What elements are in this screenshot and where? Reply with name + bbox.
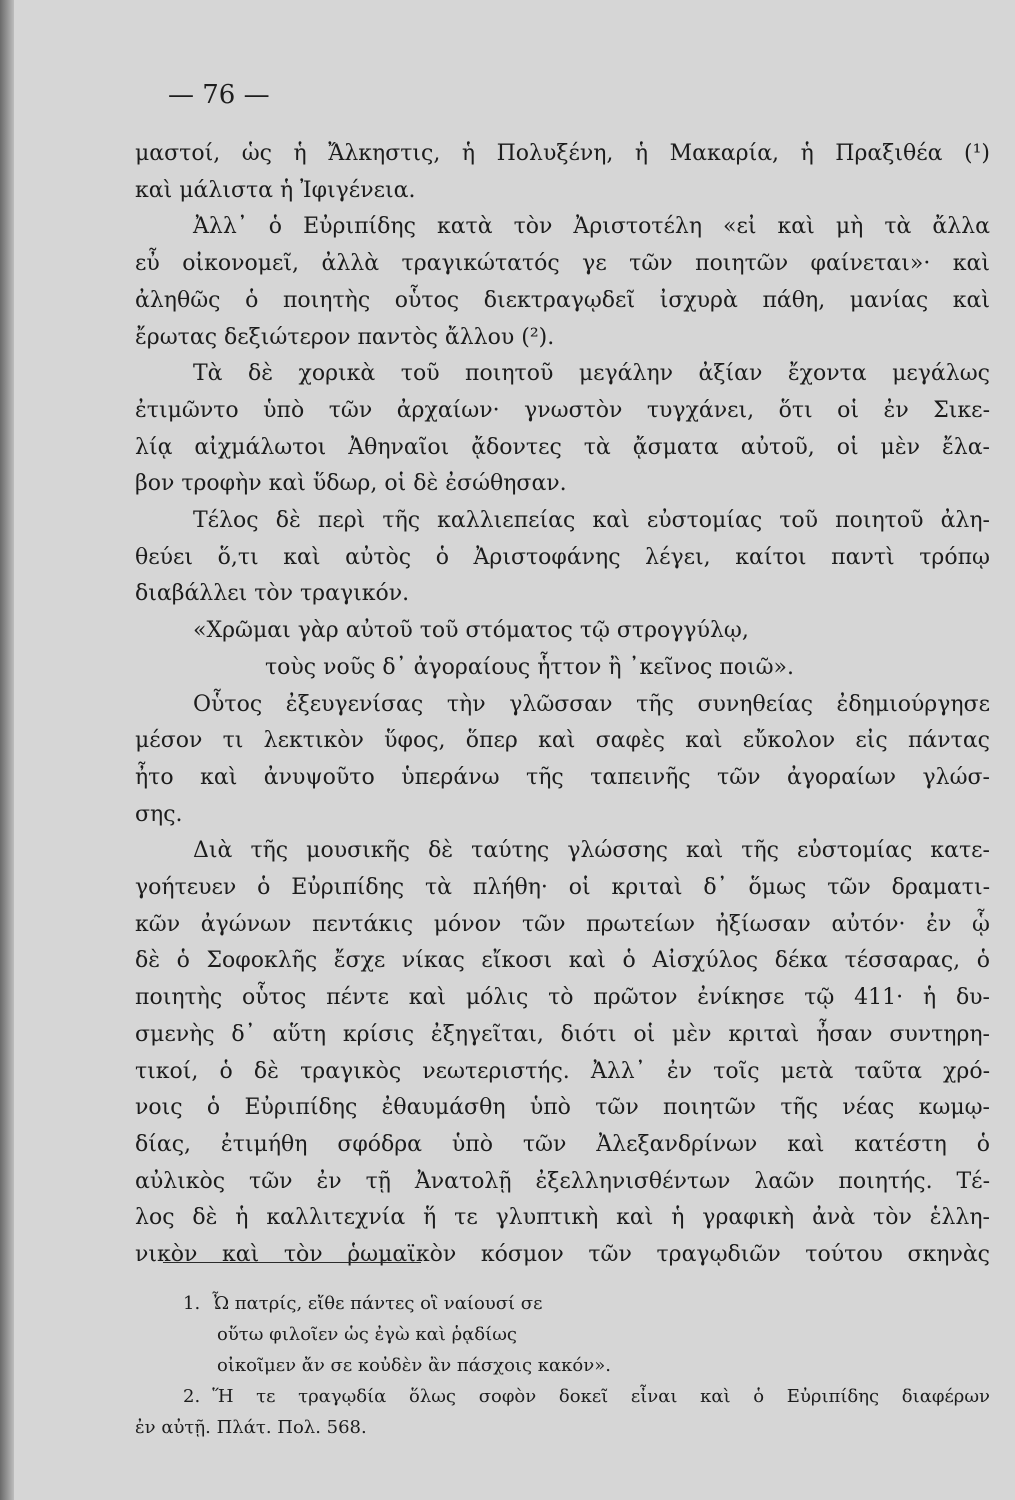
text-line: νοις ὁ Εὐριπίδης ἐθαυμάσθη ὑπὸ τῶν ποιητῶν τῆς νέας κωμῳ- <box>135 1095 990 1121</box>
footnote-1-line: οἰκοῖμεν ἄν σε κοὐδὲν ἂν πάσχοις κακόν». <box>217 1355 611 1376</box>
text-line: νικὸν καὶ τὸν ῥωμαϊκὸν κόσμον τῶν τραγῳδιῶν τούτου σκηνὰς <box>135 1242 990 1268</box>
text-line: ἦτο καὶ ἀνυψοῦτο ὑπεράνω τῆς ταπεινῆς τῶν ἀγοραίων γλώσ- <box>135 764 990 790</box>
footnote-2 <box>135 1381 990 1412</box>
text-line: ποιητὴς οὗτος πέντε καὶ μόλις τὸ πρῶτον ἐνίκησε τῷ 411· ἡ δυ- <box>135 985 990 1011</box>
text-line: αὐλικὸς τῶν ἐν τῇ Ἀνατολῇ ἐξελληνισθέντων λαῶν ποιητής. Τέ- <box>135 1168 990 1194</box>
text-line: Τέλος δὲ περὶ τῆς καλλιεπείας καὶ εὐστομίας τοῦ ποιητοῦ ἀλη- <box>193 508 990 534</box>
footnote-2-line: Ἥ τε τραγῳδία ὅλως σοφὸν δοκεῖ εἶναι καὶ ὁ Εὐριπίδης διαφέρων <box>212 1386 990 1407</box>
text-line: διαβάλλει τὸν τραγικόν. <box>135 581 410 607</box>
text-line: σης. <box>135 801 183 827</box>
footnotes <box>135 1288 990 1443</box>
text-line: ἀληθῶς ὁ ποιητὴς οὗτος διεκτραγῳδεῖ ἰσχυρὰ πάθη, μανίας καὶ <box>135 287 990 313</box>
page-binding-edge <box>0 0 14 1500</box>
page-number: — 76 — <box>168 80 270 110</box>
text-line: δὲ ὁ Σοφοκλῆς ἔσχε νίκας εἴκοσι καὶ ὁ Αἰσχύλος δέκα τέσσαρας, ὁ <box>135 948 990 974</box>
text-line: κῶν ἀγώνων πεντάκις μόνον τῶν πρωτείων ἠξίωσαν αὐτόν· ἐν ᾧ <box>135 911 990 937</box>
text-line: λος δὲ ἡ καλλιτεχνία ἥ τε γλυπτικὴ καὶ ἡ γραφικὴ ἀνὰ τὸν ἑλλη- <box>135 1205 990 1231</box>
quote-line: τοὺς νοῦς δ᾽ ἀγοραίους ἧττον ἢ ᾽κεῖνος ποιῶ». <box>265 654 794 680</box>
footnote-1-line: Ὦ πατρίς, εἴθε πάντες οἳ ναίουσί σε <box>212 1293 543 1314</box>
text-line: γοήτευεν ὁ Εὐριπίδης τὰ πλήθη· οἱ κριταὶ δ᾽ ὅμως τῶν δραματι- <box>135 875 990 901</box>
footnote-separator <box>163 1262 421 1263</box>
quote-line: «Χρῶμαι γὰρ αὐτοῦ τοῦ στόματος τῷ στρογγύλῳ, <box>193 618 749 644</box>
text-line: ἐτιμῶντο ὑπὸ τῶν ἀρχαίων· γνωστὸν τυγχάνει, ὅτι οἱ ἐν Σικε- <box>135 397 990 423</box>
text-line: δίας, ἐτιμήθη σφόδρα ὑπὸ τῶν Ἀλεξανδρίνων καὶ κατέστη ὁ <box>135 1131 990 1157</box>
text-line: μαστοί, ὡς ἡ Ἄλκηστις, ἡ Πολυξένη, ἡ Μακαρία, ἡ Πραξιθέα (¹) <box>135 141 990 166</box>
footnote-1 <box>135 1288 990 1319</box>
body-text <box>135 136 990 1274</box>
text-line: τικοί, ὁ δὲ τραγικὸς νεωτεριστής. Ἀλλ᾽ ἐν τοῖς μετὰ ταῦτα χρό- <box>135 1058 990 1084</box>
text-line: βον τροφὴν καὶ ὕδωρ, οἱ δὲ ἐσώθησαν. <box>135 471 567 497</box>
text-line: Τὰ δὲ χορικὰ τοῦ ποιητοῦ μεγάλην ἀξίαν ἔχοντα μεγάλως <box>193 361 990 387</box>
text-line: σμενὴς δ᾽ αὕτη κρίσις ἐξηγεῖται, διότι οἱ μὲν κριταὶ ἦσαν συντηρη- <box>135 1021 990 1047</box>
footnote-1-line: οὕτω φιλοῖεν ὡς ἐγὼ καὶ ῥᾳδίως <box>217 1324 517 1345</box>
text-line: Ἀλλ᾽ ὁ Εὐριπίδης κατὰ τὸν Ἀριστοτέλη «εἰ καὶ μὴ τὰ ἄλλα <box>193 214 990 240</box>
text-line: καὶ μάλιστα ἡ Ἰφιγένεια. <box>135 177 416 203</box>
footnote-1-mark: 1. <box>183 1293 201 1314</box>
text-line: Οὗτος ἐξευγενίσας τὴν γλῶσσαν τῆς συνηθείας ἐδημιούργησε <box>193 691 990 717</box>
text-line: μέσον τι λεκτικὸν ὕφος, ὅπερ καὶ σαφὲς καὶ εὔκολον εἰς πάντας <box>135 728 990 754</box>
text-line: λίᾳ αἰχμάλωτοι Ἀθηναῖοι ᾄδοντες τὰ ᾄσματα αὐτοῦ, οἱ μὲν ἔλα- <box>135 434 990 460</box>
text-line: θεύει ὅ,τι καὶ αὐτὸς ὁ Ἀριστοφάνης λέγει, καίτοι παντὶ τρόπῳ <box>135 544 990 570</box>
footnote-2-line: ἐν αὐτῇ. Πλάτ. Πολ. 568. <box>135 1417 367 1438</box>
text-line: εὖ οἰκονομεῖ, ἀλλὰ τραγικώτατός γε τῶν ποιητῶν φαίνεται»· καὶ <box>135 251 990 277</box>
text-line: ἔρωτας δεξιώτερον παντὸς ἄλλου (²). <box>135 324 555 350</box>
text-line: Διὰ τῆς μουσικῆς δὲ ταύτης γλώσσης καὶ τῆς εὐστομίας κατε- <box>193 838 990 864</box>
footnote-2-mark: 2. <box>183 1386 201 1407</box>
